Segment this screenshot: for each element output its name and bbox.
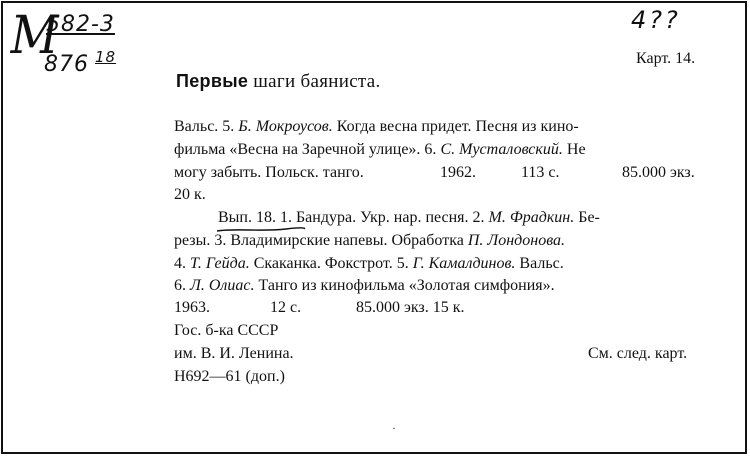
author: М. Фрадкин.	[488, 209, 575, 226]
contents1-line3: могу забыть. Польск. танго.	[174, 164, 364, 181]
contents2-year: 1963.	[174, 299, 210, 316]
catalog-code: Н692—61 (доп.)	[174, 368, 285, 385]
text: Скаканка. Фокстрот. 5.	[249, 255, 413, 272]
contents2-line3	[174, 255, 564, 273]
text: Бе-	[574, 209, 600, 226]
text: Когда весна придет. Песня из кино-	[332, 118, 579, 135]
contents1-year: 1962.	[440, 164, 476, 181]
text: резы. 3. Владимирские напевы. Обработка	[174, 232, 468, 249]
contents1-price: 20 к.	[174, 186, 206, 203]
card-number: Карт. 14.	[636, 50, 696, 67]
shelfmark-top: 582-3	[46, 12, 115, 37]
shelfmark	[6, 6, 136, 86]
contents2-line1	[218, 209, 600, 227]
text: Вальс.	[515, 255, 564, 272]
text: 6.	[174, 277, 190, 294]
text: Танго из кинофильма «Золотая симфония».	[254, 277, 555, 294]
contents1-pages: 113 с.	[521, 164, 560, 181]
text: 1. Бандура. Укр. нар. песня. 2.	[275, 209, 489, 226]
author: Б. Мокроусов.	[238, 118, 333, 135]
title-rest: шаги баяниста.	[248, 71, 381, 92]
contents1-line2	[174, 141, 586, 159]
shelfmark-superscript: 18	[95, 48, 117, 66]
contents1-line1	[174, 118, 579, 136]
contents2-copies-price: 85.000 экз. 15 к.	[356, 299, 465, 316]
shelfmark-bottom	[44, 48, 116, 77]
author: С. Мусталовский.	[440, 141, 563, 158]
shelfmark-bottom-number: 876	[44, 52, 89, 77]
contents2-pages: 12 с.	[270, 299, 302, 316]
author: П. Лондонова.	[467, 232, 566, 249]
text: фильма «Весна на Заречной улице». 6.	[174, 141, 441, 158]
text: Не	[562, 141, 586, 158]
shelfmark-letter: М	[10, 6, 59, 66]
issue-number: Вып. 18.	[218, 209, 276, 226]
text: Вальс. 5.	[174, 118, 239, 135]
library-name-line2: им. В. И. Ленина.	[174, 345, 294, 362]
title-bold: Первые	[176, 71, 249, 91]
see-next-card: См. след. карт.	[588, 345, 688, 362]
contents1-copies: 85.000 экз.	[622, 164, 695, 181]
contents2-line4	[174, 277, 555, 295]
text: 4.	[174, 255, 190, 272]
library-name: Гос. б-ка СССР	[174, 322, 279, 339]
book-title	[176, 71, 381, 93]
author: Л. Олиас.	[190, 277, 255, 294]
author: Г. Камалдинов.	[412, 255, 516, 272]
author: Т. Гейда.	[190, 255, 250, 272]
contents2-line2	[174, 232, 565, 250]
ink-speck: ·	[392, 421, 396, 435]
handwritten-note: 4??	[631, 6, 681, 34]
